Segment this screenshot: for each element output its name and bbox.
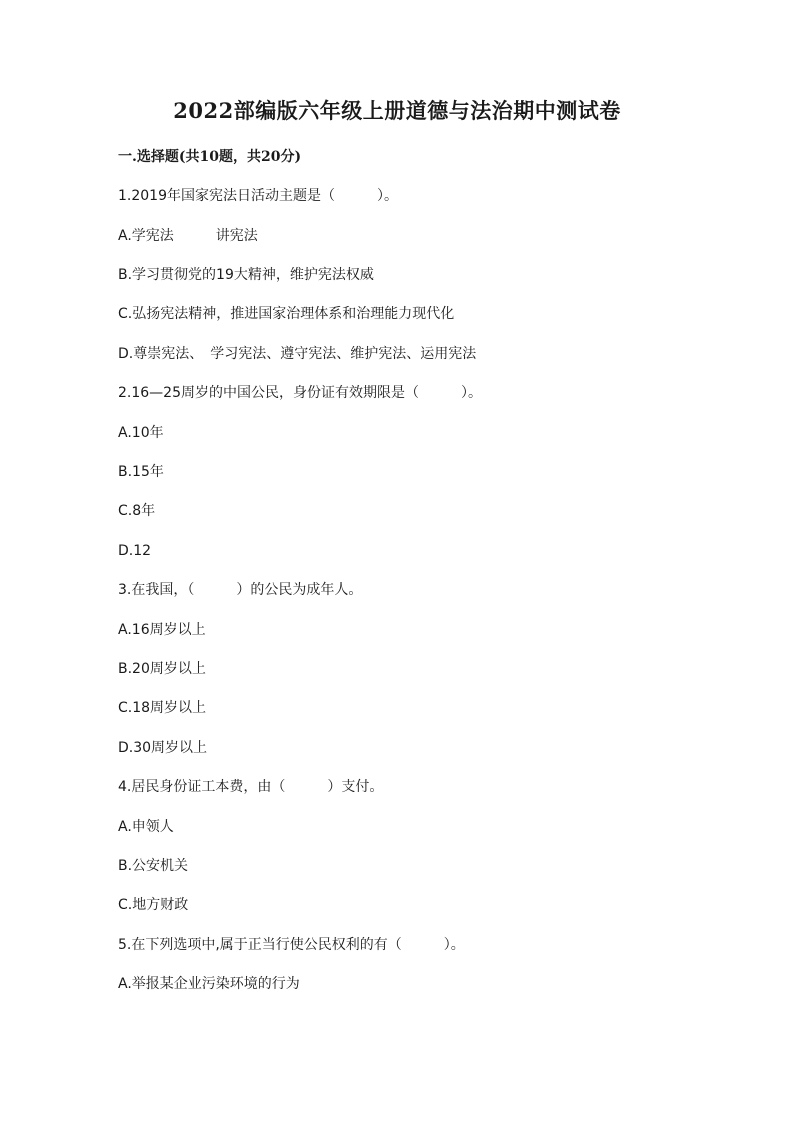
question-5: 5.在下列选项中,属于正当行使公民权利的有（ ）。 [118,937,465,953]
q2-option-b: B.15年 [118,464,164,480]
q4-option-c: C.地方财政 [118,897,189,913]
page-title: 2022部编版六年级上册道德与法治期中测试卷 [173,98,621,123]
q2-option-a: A.10年 [118,425,164,441]
q3-option-c: C.18周岁以上 [118,700,207,716]
q2-option-c: C.8年 [118,503,156,519]
q5-option-a: A.举报某企业污染环境的行为 [118,976,300,992]
q4-option-a: A.申领人 [118,819,174,835]
question-2: 2.16—25周岁的中国公民，身份证有效期限是（ ）。 [118,385,482,401]
section-heading: 一.选择题(共10题，共20分) [118,149,302,165]
question-3: 3.在我国，（ ）的公民为成年人。 [118,582,363,598]
q1-option-c: C.弘扬宪法精神，推进国家治理体系和治理能力现代化 [118,306,455,322]
q3-option-a: A.16周岁以上 [118,622,206,638]
q2-option-d: D.12 [118,543,152,559]
question-4: 4.居民身份证工本费，由（ ）支付。 [118,779,384,795]
q1-option-a: A.学宪法 讲宪法 [118,228,258,244]
q3-option-d: D.30周岁以上 [118,740,208,756]
q3-option-b: B.20周岁以上 [118,661,206,677]
q4-option-b: B.公安机关 [118,858,189,874]
q1-option-b: B.学习贯彻党的19大精神，维护宪法权威 [118,267,374,283]
question-1: 1.2019年国家宪法日活动主题是（ ）。 [118,188,398,204]
q1-option-d: D.尊崇宪法、 学习宪法、遵守宪法、维护宪法、运用宪法 [118,346,477,362]
